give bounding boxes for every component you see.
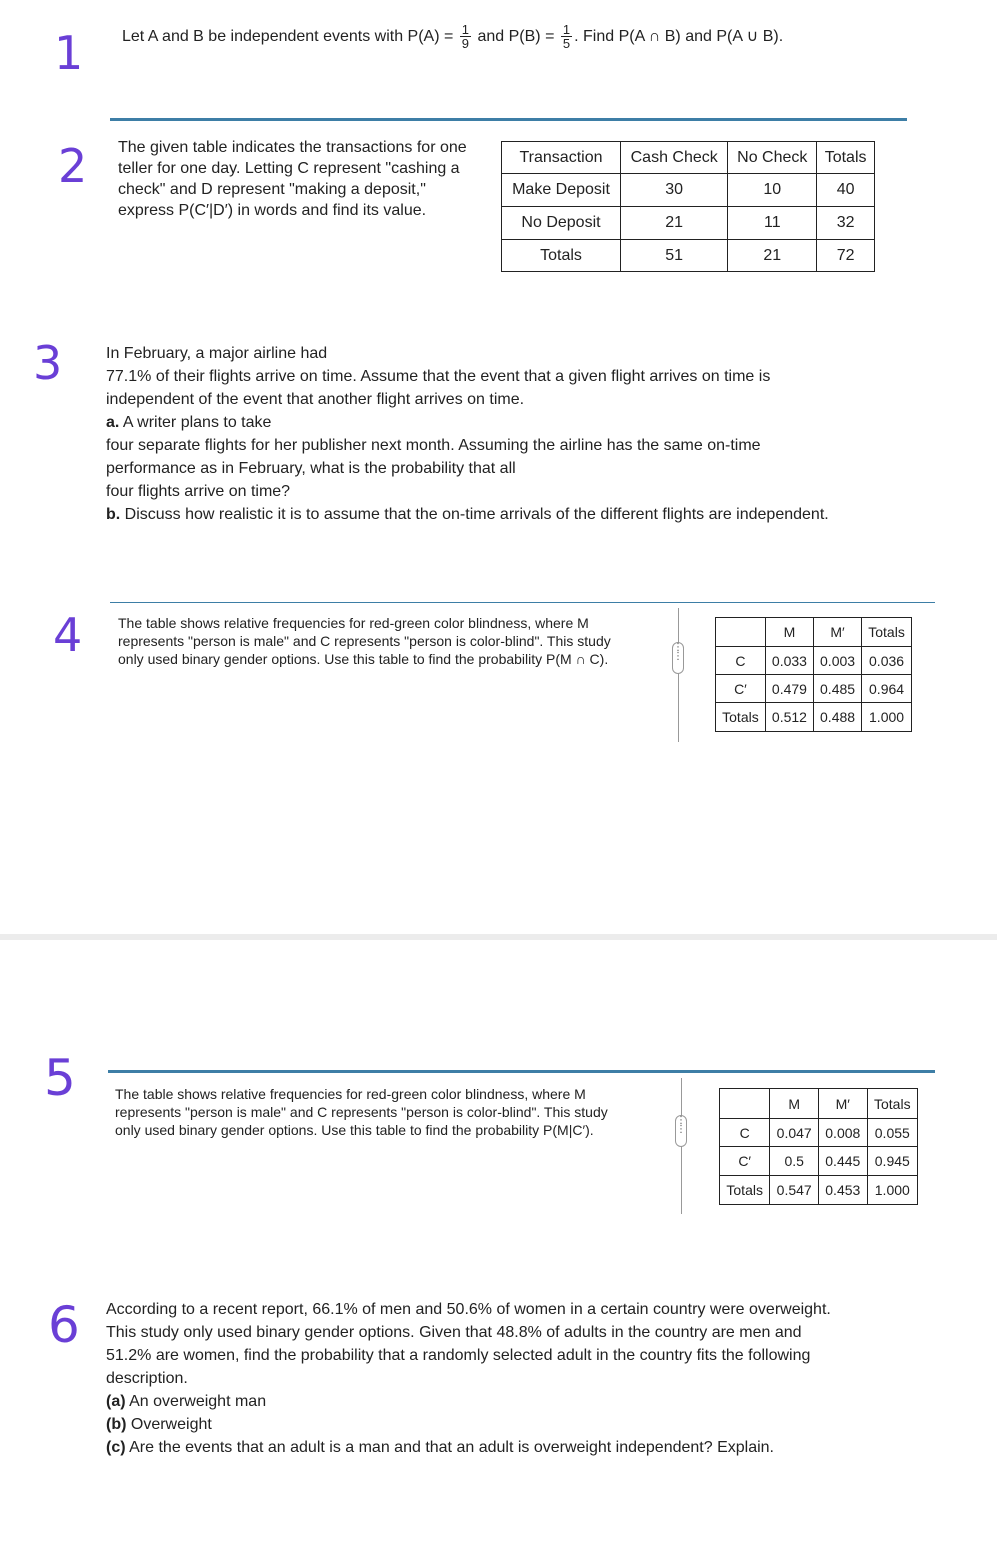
question-number-2: 2 [58, 139, 88, 193]
table-row [502, 240, 875, 272]
table-row [716, 647, 912, 675]
q4-line: represents "person is male" and C represents "person is color-blind". This study [118, 633, 611, 649]
table-header-row [716, 618, 912, 647]
screenshot-separator [0, 934, 997, 940]
q2-line: express P(C′|D′) in words and find its value. [118, 202, 427, 219]
table-cell: 0.036 [862, 647, 912, 675]
q3-line: performance as in February, what is the probability that all [106, 460, 516, 477]
question-number-4: 4 [53, 608, 83, 662]
table-row [716, 675, 912, 703]
pane-divider[interactable] [678, 608, 679, 742]
color-blindness-table [715, 617, 912, 732]
drag-handle-icon[interactable]: ⋮ ⋮ [672, 642, 684, 674]
table-cell: 0.5 [770, 1147, 819, 1176]
color-blindness-table [719, 1088, 918, 1205]
table-header: Totals [862, 618, 912, 647]
q5-line: only used binary gender options. Use this table to find the probability P(M|C′). [115, 1122, 594, 1138]
table-cell: 1.000 [867, 1176, 917, 1205]
table-header [716, 618, 766, 647]
table-cell: 0.033 [765, 647, 813, 675]
q1-text-c: . Find P(A ∩ B) and P(A ∪ B). [574, 28, 784, 45]
table-cell: Make Deposit [502, 174, 621, 207]
table-cell: 0.964 [862, 675, 912, 703]
q2-line: The given table indicates the transactions for one [118, 139, 467, 156]
table-header: M [770, 1089, 819, 1119]
table-cell: 51 [621, 240, 728, 272]
q6-line: This study only used binary gender options. Given that 48.8% of adults in the country are men and [106, 1324, 802, 1341]
fraction-pb: $\frac{1}{5}$ [562, 22, 571, 52]
table-cell: 1.000 [862, 703, 912, 732]
table-cell: 32 [817, 207, 875, 240]
drag-handle-icon[interactable]: ⋮ ⋮ [675, 1115, 687, 1147]
question-1-text [122, 22, 783, 52]
question-2-text [118, 137, 467, 221]
question-4-text [118, 614, 611, 668]
table-cell: 0.003 [813, 647, 861, 675]
question-3-text [106, 342, 829, 526]
q6-part-b: (b) Overweight [106, 1416, 212, 1433]
table-row [720, 1119, 918, 1147]
table-cell: 0.945 [867, 1147, 917, 1176]
q5-line: represents "person is male" and C represents "person is color-blind". This study [115, 1104, 608, 1120]
q6-line: description. [106, 1370, 188, 1387]
table-row [502, 174, 875, 207]
q6-line: 51.2% are women, find the probability that a randomly selected adult in the country fits the following [106, 1347, 811, 1364]
q5-line: The table shows relative frequencies for red-green color blindness, where M [115, 1086, 586, 1102]
table-cell: 11 [728, 207, 817, 240]
table-cell: 21 [728, 240, 817, 272]
q1-text-b: and P(B) = [477, 28, 555, 45]
q1-text-a: Let A and B be independent events with P(A) = [122, 28, 454, 45]
table-cell: C [716, 647, 766, 675]
table-header-row [720, 1089, 918, 1119]
question-number-1: 1 [54, 26, 84, 80]
table-cell: 0.453 [818, 1176, 867, 1205]
table-row [502, 207, 875, 240]
table-row [720, 1176, 918, 1205]
table-header: M′ [818, 1089, 867, 1119]
question-number-3: 3 [33, 336, 63, 390]
divider [108, 1070, 935, 1073]
question-number-6: 6 [48, 1296, 80, 1354]
table-header: Transaction [502, 142, 621, 174]
table-header: Totals [817, 142, 875, 174]
table-header: No Check [728, 142, 817, 174]
table-cell: 30 [621, 174, 728, 207]
table-header-row [502, 142, 875, 174]
table-cell: 21 [621, 207, 728, 240]
question-5-text [115, 1085, 608, 1139]
divider [110, 118, 907, 121]
table-cell: Totals [716, 703, 766, 732]
q4-line: only used binary gender options. Use this table to find the probability P(M ∩ C). [118, 651, 609, 667]
table-header: M′ [813, 618, 861, 647]
q3-line: 77.1% of their flights arrive on time. Assume that the event that a given flight arrives on time is [106, 368, 771, 385]
table-cell: 0.547 [770, 1176, 819, 1205]
question-6-text [106, 1298, 831, 1459]
table-cell: Totals [720, 1176, 770, 1205]
q6-part-a: (a) An overweight man [106, 1393, 267, 1410]
table-cell: 0.488 [813, 703, 861, 732]
transaction-table [501, 141, 875, 272]
table-cell: 0.008 [818, 1119, 867, 1147]
table-cell: 0.445 [818, 1147, 867, 1176]
q3-line: independent of the event that another flight arrives on time. [106, 391, 525, 408]
table-cell: Totals [502, 240, 621, 272]
table-cell: 0.485 [813, 675, 861, 703]
table-header: Totals [867, 1089, 917, 1119]
question-number-5: 5 [44, 1049, 76, 1107]
table-cell: 0.479 [765, 675, 813, 703]
q4-line: The table shows relative frequencies for red-green color blindness, where M [118, 615, 589, 631]
table-header: Cash Check [621, 142, 728, 174]
divider [110, 602, 935, 603]
table-header [720, 1089, 770, 1119]
table-cell: 0.047 [770, 1119, 819, 1147]
table-cell: C′ [720, 1147, 770, 1176]
q3-line: In February, a major airline had [106, 345, 328, 362]
q3-line: four separate flights for her publisher next month. Assuming the airline has the same on-time [106, 437, 761, 454]
table-cell: 0.512 [765, 703, 813, 732]
table-cell: 0.055 [867, 1119, 917, 1147]
q6-part-c: (c) Are the events that an adult is a man and that an adult is overweight independent? Explain. [106, 1439, 774, 1456]
table-row [716, 703, 912, 732]
fraction-pa: $\frac{1}{9}$ [461, 22, 470, 52]
table-cell: 72 [817, 240, 875, 272]
q3-part-a: a. A writer plans to take [106, 414, 272, 431]
table-cell: C [720, 1119, 770, 1147]
table-cell: No Deposit [502, 207, 621, 240]
q3-part-b: b. Discuss how realistic it is to assume that the on-time arrivals of the different flights are independent. [106, 506, 829, 523]
table-header: M [765, 618, 813, 647]
table-cell: 40 [817, 174, 875, 207]
table-cell: C′ [716, 675, 766, 703]
q6-line: According to a recent report, 66.1% of men and 50.6% of women in a certain country were overweight. [106, 1301, 831, 1318]
table-row [720, 1147, 918, 1176]
q2-line: check" and D represent "making a deposit," [118, 181, 426, 198]
q2-line: teller for one day. Letting C represent "cashing a [118, 160, 460, 177]
q3-line: four flights arrive on time? [106, 483, 291, 500]
table-cell: 10 [728, 174, 817, 207]
